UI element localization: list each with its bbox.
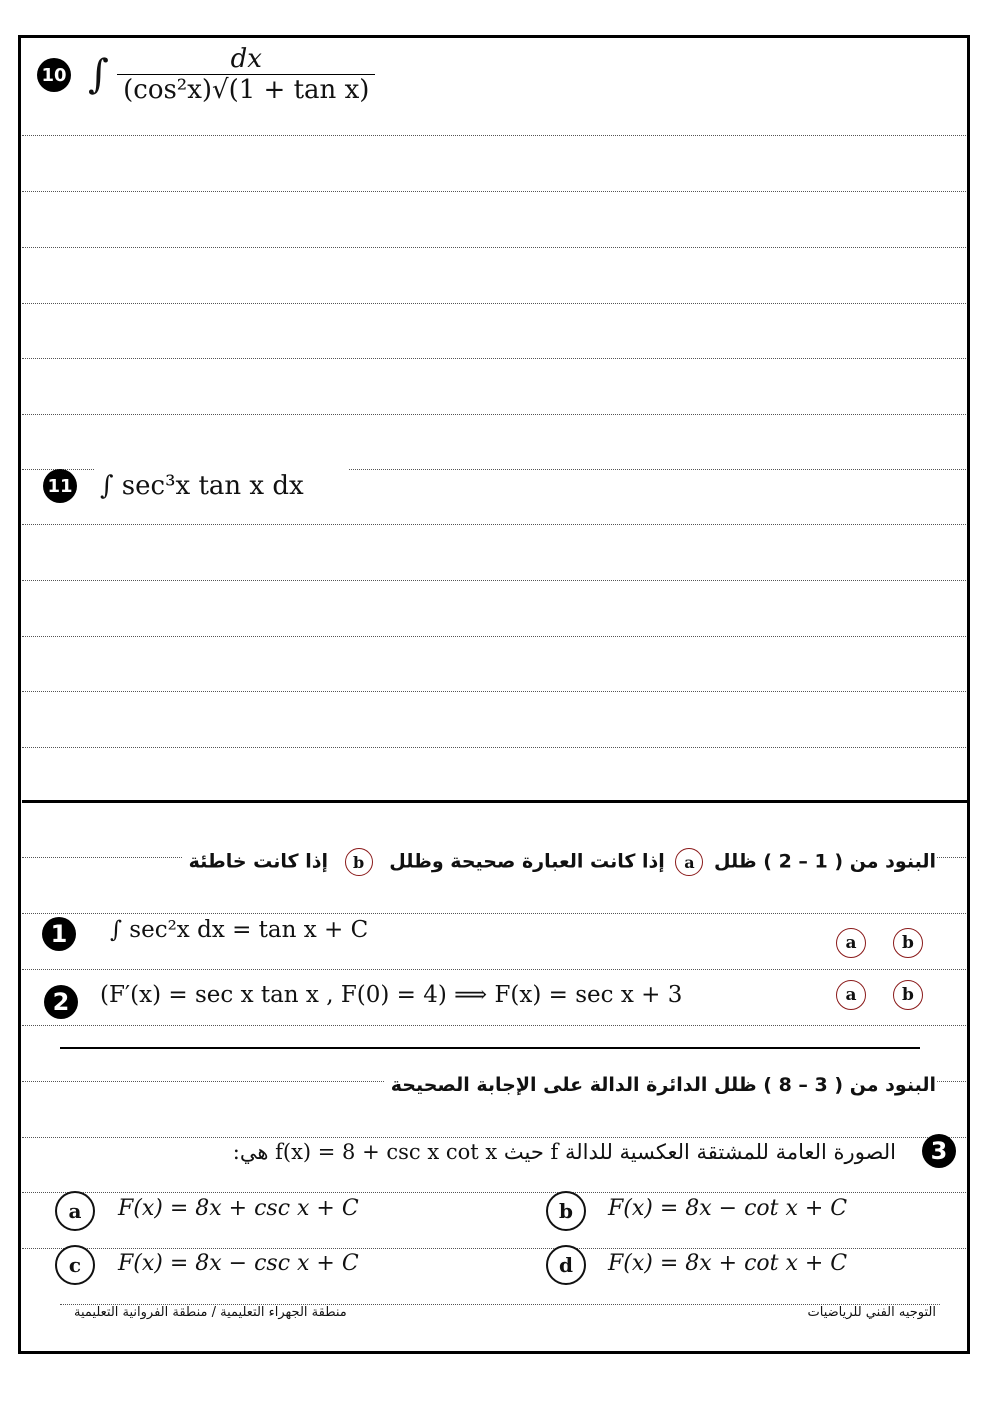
answer-line	[22, 247, 966, 248]
choice-d-circle[interactable]: d	[546, 1245, 586, 1285]
instruction-suffix: إذا كانت خاطئة	[188, 850, 329, 873]
choice-d-text: F(x) = 8x + cot x + C	[602, 1251, 853, 1276]
answer-line	[22, 1025, 966, 1026]
choice-c-text: F(x) = 8x − csc x + C	[112, 1251, 365, 1276]
answer-line	[22, 414, 966, 415]
answer-line	[22, 191, 966, 192]
section-divider	[22, 800, 970, 803]
answer-line	[22, 580, 966, 581]
denominator: (cos²x)√(1 + tan x)	[123, 75, 370, 105]
footer-right: التوجيه الفني للرياضيات	[807, 1305, 936, 1320]
answer-line	[22, 691, 966, 692]
answer-line	[22, 358, 966, 359]
mcq-instruction: البنود من ( 3 – 8 ) ظلل الدائرة الدالة على الإجابة الصحيحة	[385, 1074, 936, 1096]
problem-10-fraction	[117, 44, 375, 105]
numerator: dx	[117, 44, 375, 75]
legend-b-circle: b	[345, 848, 373, 876]
answer-line	[22, 913, 966, 914]
choice-a-text: F(x) = 8x + csc x + C	[112, 1196, 365, 1221]
answer-line	[22, 1248, 966, 1249]
instruction-mid: إذا كانت العبارة صحيحة وظلل	[389, 850, 665, 873]
footer-left: منطقة الجهراء التعليمية / منطقة الفروانية التعليمية	[74, 1305, 347, 1320]
choice-c-circle[interactable]: c	[55, 1245, 95, 1285]
answer-line	[22, 303, 966, 304]
question-3-badge: 3	[922, 1134, 956, 1168]
item-1-badge: 1	[42, 917, 76, 951]
integral-sign: ∫	[88, 51, 109, 98]
choice-a-circle[interactable]: a	[55, 1191, 95, 1231]
answer-line	[22, 747, 966, 748]
true-false-instruction	[183, 848, 936, 876]
item-2-option-a[interactable]: a	[836, 980, 866, 1010]
item-1-option-b[interactable]: b	[893, 928, 923, 958]
answer-line	[22, 969, 966, 970]
item-1-expression: ∫ sec²x dx = tan x + C	[104, 917, 374, 943]
choice-b-text: F(x) = 8x − cot x + C	[602, 1196, 853, 1221]
item-2-badge: 2	[44, 985, 78, 1019]
problem-11-integral: ∫ sec³x tan x dx	[94, 458, 348, 522]
section-divider-thin	[60, 1047, 920, 1049]
answer-line	[22, 636, 966, 637]
legend-a-circle: a	[675, 848, 703, 876]
answer-line	[22, 1192, 966, 1193]
item-1-option-a[interactable]: a	[836, 928, 866, 958]
problem-10-badge: 10	[37, 58, 71, 92]
problem-10-integral	[82, 44, 381, 105]
item-2-expression: (F′(x) = sec x tan x , F(0) = 4) ⟹ F(x) = sec x + 3	[94, 982, 688, 1008]
question-3-stem: الصورة العامة للمشتقة العكسية للدالة f حيث f(x) = 8 + csc x cot x هي:	[227, 1140, 902, 1164]
choice-b-circle[interactable]: b	[546, 1191, 586, 1231]
problem-11-badge: 11	[43, 469, 77, 503]
answer-line	[22, 1137, 966, 1138]
item-2-option-b[interactable]: b	[893, 980, 923, 1010]
answer-line	[22, 524, 966, 525]
instruction-prefix: البنود من ( 1 – 2 ) ظلل	[714, 850, 936, 873]
answer-line	[22, 135, 966, 136]
